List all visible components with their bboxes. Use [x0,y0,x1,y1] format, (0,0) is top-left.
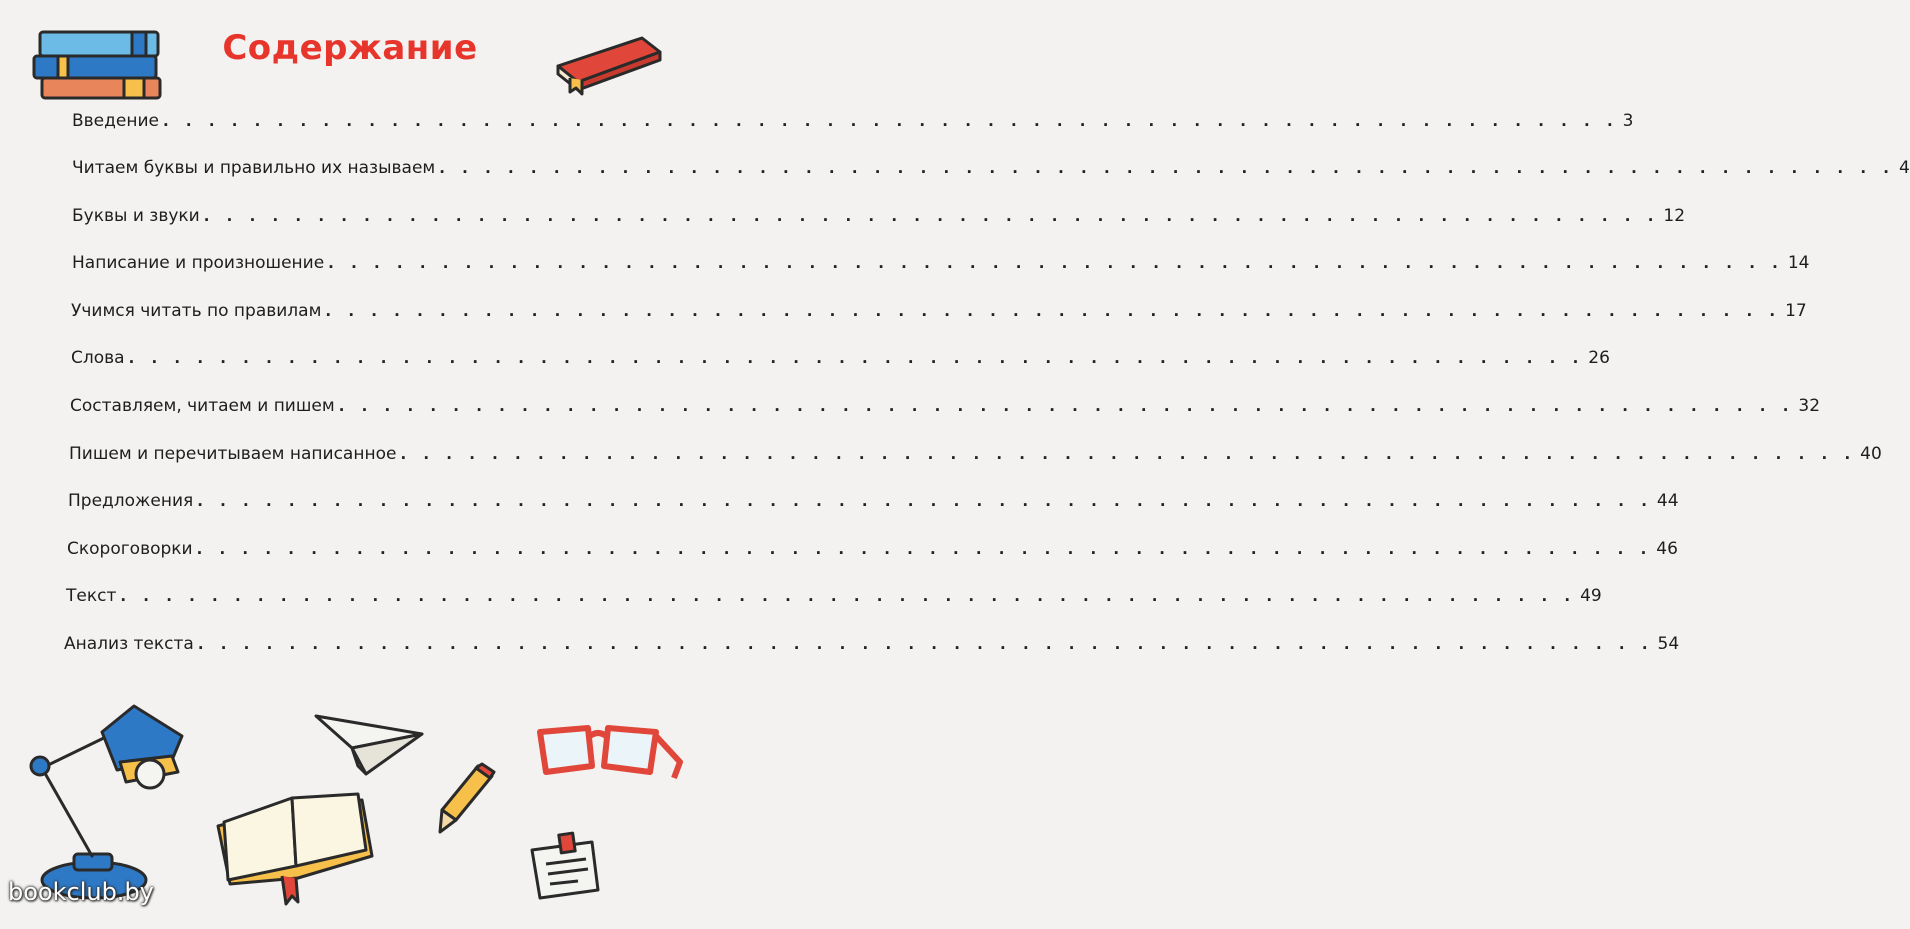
toc-entry-label: Предложения [68,491,194,511]
toc-leader-dots: . . . . . . . . . . . . . . . . . . . . . . . . . . . . . . . . . . . . . . . . . . . . . . . . . . . . . . . . . . . . . . . . [196,540,1653,558]
toc-leader-dots: . . . . . . . . . . . . . . . . . . . . . . . . . . . . . . . . . . . . . . . . . . . . . . . . . . . . . . . . . . . . . . . . [128,349,1585,367]
toc-entry[interactable] [72,158,1910,188]
toc-leader-dots: . . . . . . . . . . . . . . . . . . . . . . . . . . . . . . . . . . . . . . . . . . . . . . . . . . . . . . . . . . . . . . . . [197,492,1653,510]
paper-plane-icon [312,708,428,778]
open-book-icon [212,786,382,906]
toc-leader-dots: . . . . . . . . . . . . . . . . . . . . . . . . . . . . . . . . . . . . . . . . . . . . . . . . . . . . . . . . . . . . . . . . [197,635,1654,653]
toc-entry-page: 54 [1657,634,1680,654]
toc-entry-page: 14 [1787,253,1810,273]
toc-entry[interactable] [72,253,1810,283]
toc-leader-dots: . . . . . . . . . . . . . . . . . . . . . . . . . . . . . . . . . . . . . . . . . . . . . . . . . . . . . . . . . . . . . . . . [338,397,1795,415]
toc-entry-page: 17 [1785,301,1807,321]
toc-entry-label: Пишем и перечитываем написанное [69,444,397,464]
toc-entry-label: Скороговорки [67,539,193,559]
pencil-icon [432,762,498,836]
desk-lamp-icon [22,698,202,906]
toc-entry-page: 26 [1588,348,1610,368]
toc-entry[interactable] [71,348,1610,378]
toc-leader-dots: . . . . . . . . . . . . . . . . . . . . . . . . . . . . . . . . . . . . . . . . . . . . . . . . . . . . . . . . . . . . . . . . [162,112,1619,130]
toc-entry-label: Слова [71,348,125,368]
glasses-icon [534,722,686,798]
toc-entry[interactable] [68,491,1679,521]
toc-leader-dots: . . . . . . . . . . . . . . . . . . . . . . . . . . . . . . . . . . . . . . . . . . . . . . . . . . . . . . . . . . . . . . . . [120,587,1577,605]
toc-leader-dots: . . . . . . . . . . . . . . . . . . . . . . . . . . . . . . . . . . . . . . . . . . . . . . . . . . . . . . . . . . . . . . . . [325,302,1782,320]
toc-entry[interactable] [70,396,1821,426]
toc-entry-label: Написание и произношение [72,253,325,273]
toc-entry[interactable] [72,111,1634,141]
toc-entry[interactable] [67,539,1678,569]
toc-entry-page: 40 [1860,444,1882,464]
toc-entry-page: 12 [1663,206,1686,226]
toc-entry-label: Текст [66,586,117,606]
toc-entry-page: 4 [1898,158,1910,178]
toc-leader-dots: . . . . . . . . . . . . . . . . . . . . . . . . . . . . . . . . . . . . . . . . . . . . . . . . . . . . . . . . . . . . . . . . [203,207,1660,225]
page-title: Содержание [222,28,478,68]
toc-entry-label: Читаем буквы и правильно их называем [72,158,436,178]
toc-leader-dots: . . . . . . . . . . . . . . . . . . . . . . . . . . . . . . . . . . . . . . . . . . . . . . . . . . . . . . . . . . . . . . . . [328,254,1784,272]
toc-entry-page: 49 [1580,586,1602,606]
toc-entry-label: Введение [72,111,159,131]
toc-entry-page: 3 [1622,111,1634,131]
toc-entry-page: 46 [1656,539,1678,559]
toc-entry[interactable] [72,206,1686,236]
toc-entry[interactable] [66,586,1602,616]
toc-entry[interactable] [69,444,1882,474]
toc-leader-dots: . . . . . . . . . . . . . . . . . . . . . . . . . . . . . . . . . . . . . . . . . . . . . . . . . . . . . . . . . . . . . . . . [439,159,1895,177]
watermark: bookclub.by [8,878,154,906]
toc-entry-label: Составляем, читаем и пишем [70,396,335,416]
sticky-note-icon [522,832,606,902]
toc-entry-label: Буквы и звуки [72,206,200,226]
toc-entry-label: Учимся читать по правилам [71,301,322,321]
toc-entry[interactable] [71,301,1807,331]
toc-entry-page: 32 [1798,396,1821,416]
toc-entry-page: 44 [1656,491,1679,511]
toc-entry-label: Анализ текста [64,634,194,654]
toc-entry[interactable] [64,634,1680,664]
toc-leader-dots: . . . . . . . . . . . . . . . . . . . . . . . . . . . . . . . . . . . . . . . . . . . . . . . . . . . . . . . . . . . . . . . . [400,445,1857,463]
